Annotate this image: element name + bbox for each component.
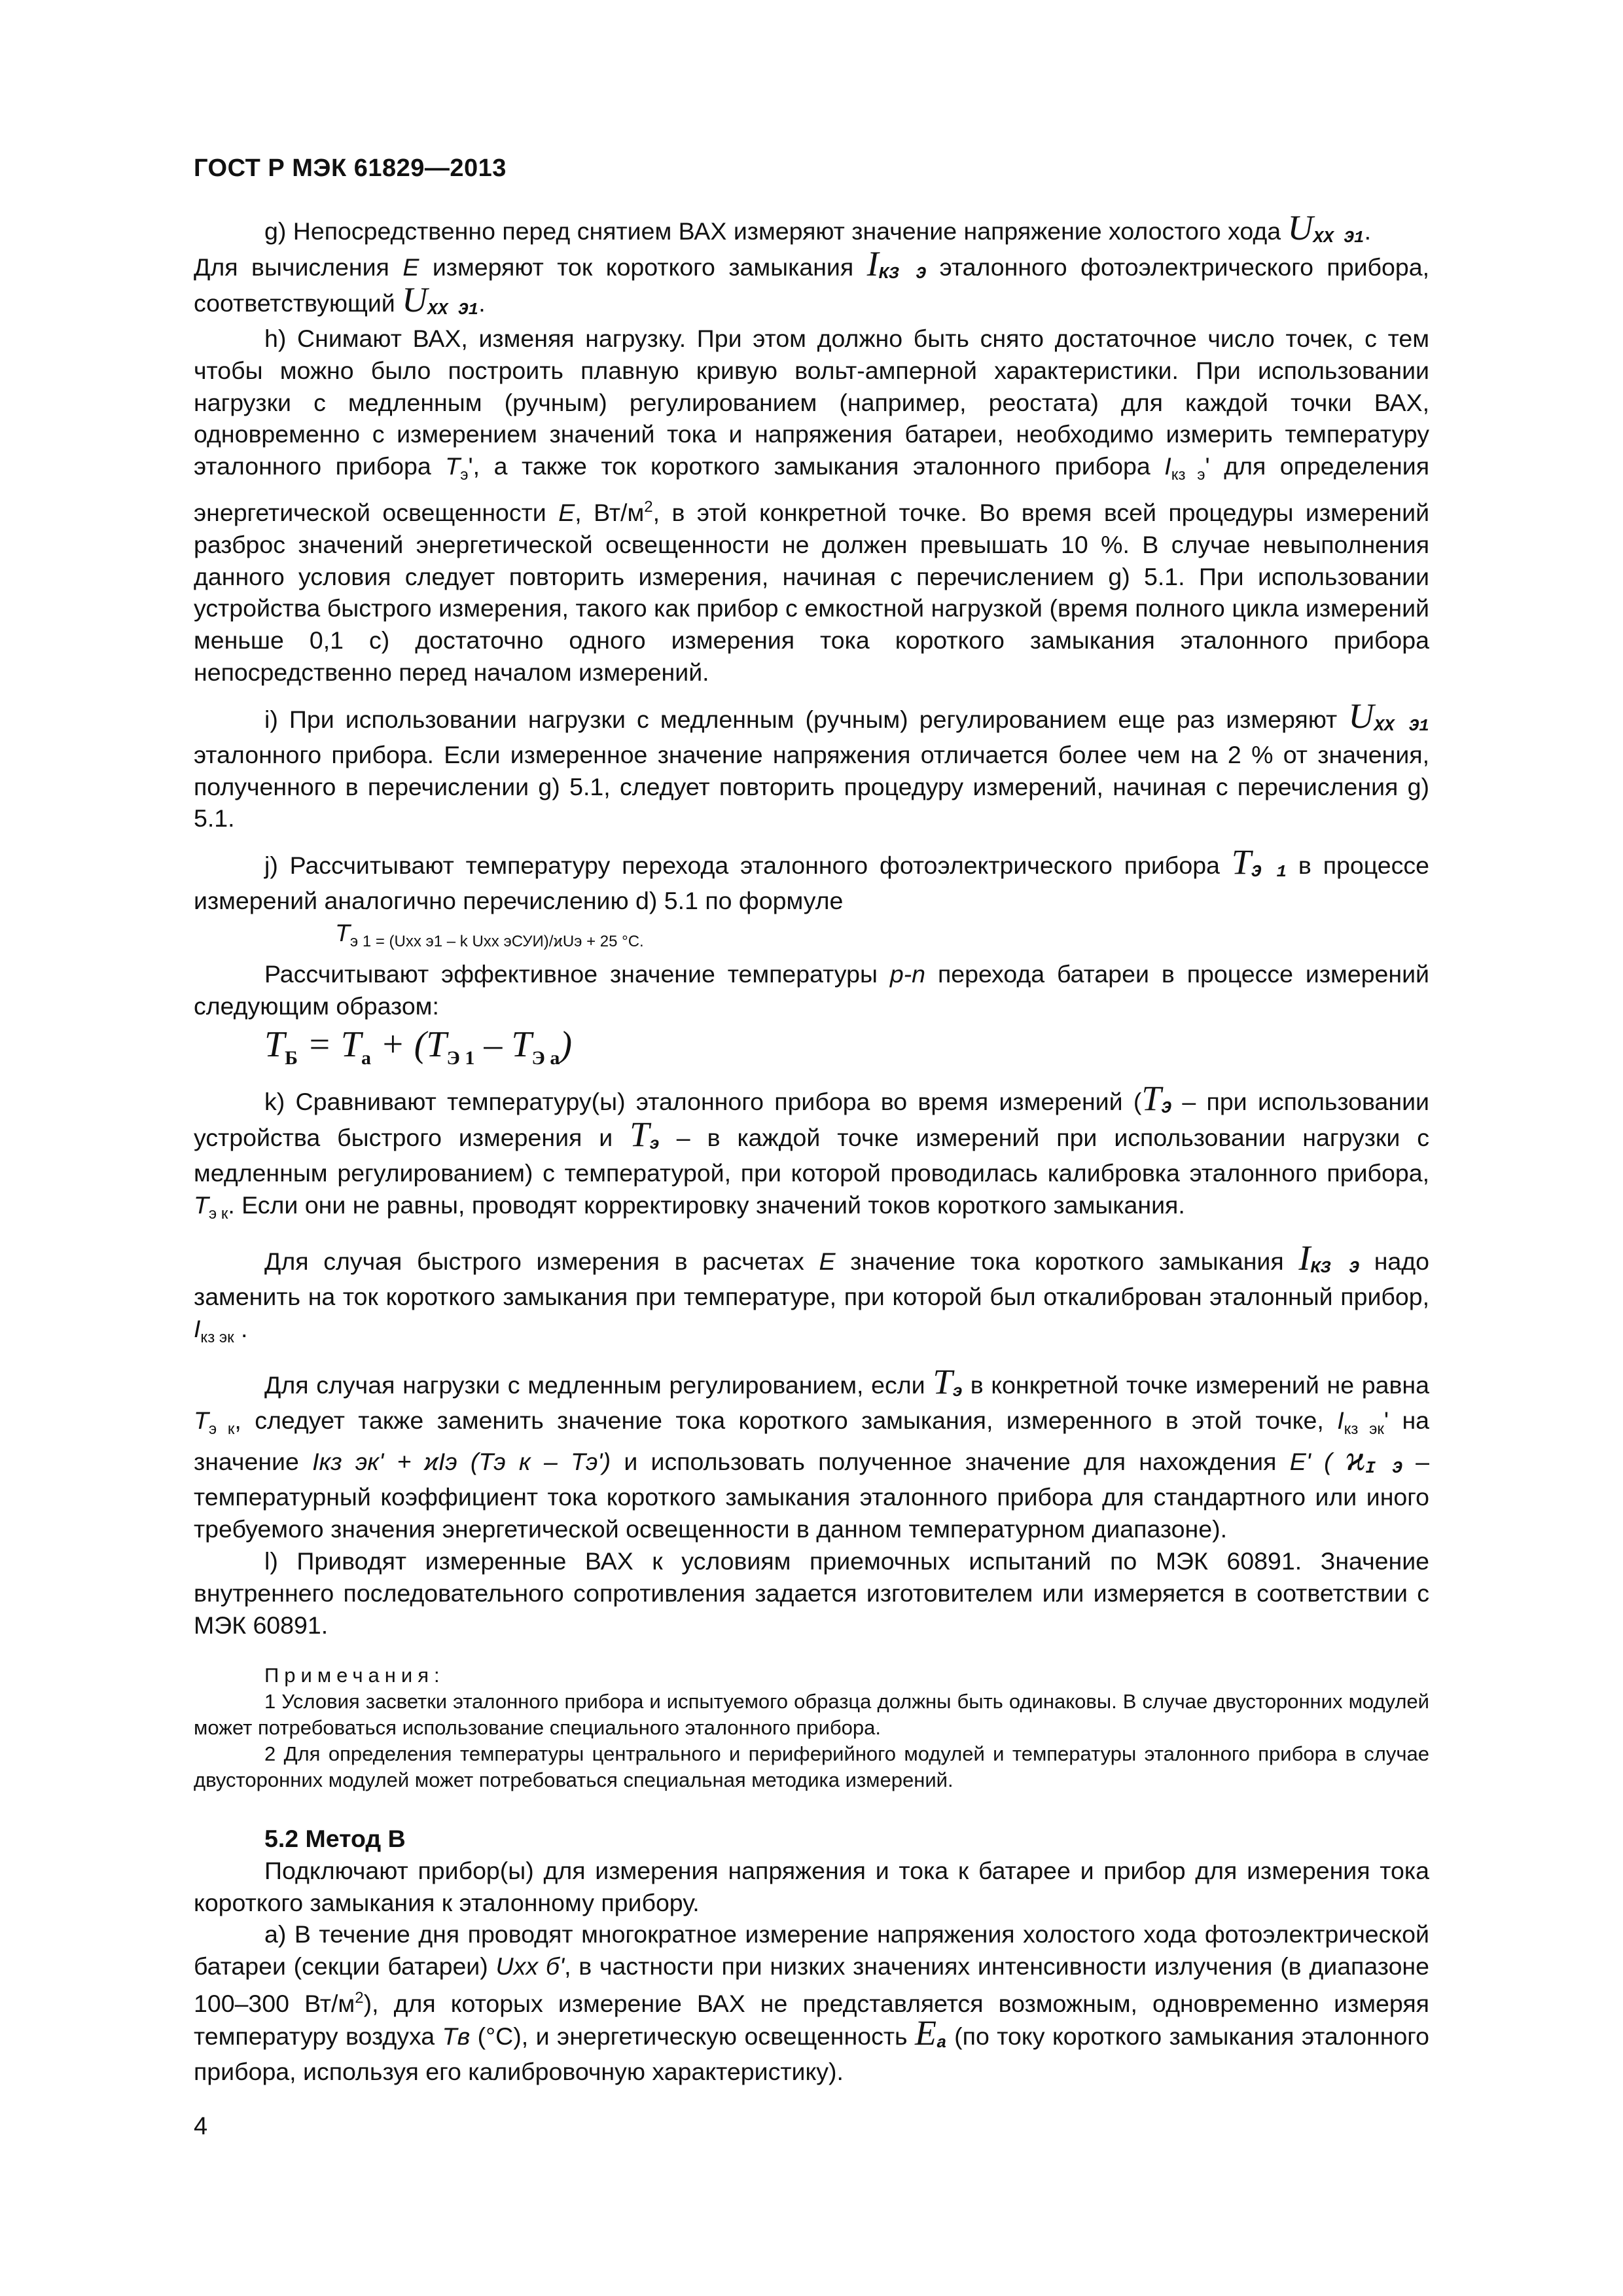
paragraph-l: l) Приводят измеренные ВАХ к условиям приемочных испытаний по МЭК 60891. Значение внутреннего последовательного сопротивления задается изготовителем или измеряется в соответствии с МЭК 60891. xyxy=(194,1547,1429,1639)
symbol-uxx: UХХ Э1 xyxy=(1287,208,1364,247)
symbol-uxx-2: UХХ Э1 xyxy=(402,280,479,319)
section-heading: 5.2 Метод В xyxy=(264,1825,406,1852)
notes-block xyxy=(194,1662,1429,1793)
main-text xyxy=(194,208,1430,1641)
symbol-ikz-2: IКЗ Э xyxy=(1298,1238,1360,1278)
symbol-te-big: TЭ xyxy=(1141,1079,1172,1119)
formula-tb: $T_Б = T_а + (T_{Э 1} - T_{Э а})$ xyxy=(264,1024,573,1069)
paragraph-i: i) При использовании нагрузки с медленным (ручным) регулированием еще раз измеряют UХХ Э1 эталонного прибора. Если измеренное значение напряжения отличается более чем на 2 % от значения, полученного в перечислении g) 5.1, следует повторить процедуру измерений, начиная с перечисления g) 5.1. xyxy=(194,696,1430,833)
paragraph-g: g) Непосредственно перед снятием ВАХ измеряют значение напряжение холостого хода UХХ Э1. xyxy=(264,208,1371,247)
notes-title: Примечания: xyxy=(264,1664,445,1687)
paragraph-j: j) Рассчитывают температуру перехода эталонного фотоэлектрического прибора TЭ 1 в процессе измерений аналогично перечислению d) 5.1 по формуле xyxy=(194,842,1429,915)
page-number: 4 xyxy=(194,2113,208,2140)
paragraph-fast: Для случая быстрого измерения в расчетах E значение тока короткого замыкания IКЗ Э надо заменить на ток короткого замыкания при температуре, при которой был откалиброван эталонный прибор, $I_{кз эк}$ . xyxy=(194,1238,1430,1346)
page-header: ГОСТ Р МЭК 61829—2013 xyxy=(194,154,507,182)
symbol-ea: Eа xyxy=(915,2013,947,2053)
note-1: 1 Условия засветки эталонного прибора и испытуемого образца должны быть одинаковы. В случае двусторонних модулей может потребоваться использование специального эталонного прибора. xyxy=(194,1690,1429,1739)
paragraph-slow: Для случая нагрузки с медленным регулированием, если Tэ в конкретной точке измерений не равна $T_{э к}$, следует также заменить значение тока короткого замыкания, измеренного в этой точке, $I_{кз эк}'$ на значение Iкз эк' + ϰIэ (Tэ к – Tэ') и использовать полученное значение для нахождения E' ( ϰI Э – температурный коэффициент тока короткого замыкания эталонного прибора для стандартного или иного требуемого значения энергетической освещенности в данном температурном диапазоне). xyxy=(194,1361,1430,1543)
section-5-2 xyxy=(194,1823,1429,2088)
symbol-kappa: ϰI Э xyxy=(1345,1439,1402,1479)
symbol-tprime-big: Tэ xyxy=(630,1115,660,1155)
paragraph-h: h) Снимают ВАХ, изменяя нагрузку. При этом должно быть снято достаточное число точек, с тем чтобы можно было построить плавную кривую вольт-амперной характеристики. При использовании нагрузки с медленным (ручным) регулированием (например, реостата) для каждой точки ВАХ, одновременно с измерением значений тока и напряжения батареи, необходимо измерить температуру эталонного прибора $T_э'$, а также ток короткого замыкания эталонного прибора $I_{кз э}'$ для определения энергетической освещенности E, $Вт/м^2$, в этой конкретной точке. Во время всей процедуры измерений разброс значений энергетической освещенности не должен превышать 10 %. В случае невыполнения данного условия следует повторить измерения, начиная с перечислением g) 5.1. При использовании устройства быстрого измерения, такого как прибор с емкостной нагрузкой (время полного цикла измерений меньше 0,1 с) достаточно одного измерения тока короткого замыкания эталонного прибора непосредственно перед началом измерений. xyxy=(194,325,1430,686)
section-p1: Подключают прибор(ы) для измерения напряжения и тока к батарее и прибор для измерения тока короткого замыкания к эталонному прибору. xyxy=(194,1856,1429,1916)
symbol-tprime-big-2: Tэ xyxy=(933,1361,963,1401)
symbol-uxx-3: UХХ Э1 xyxy=(1348,696,1430,736)
paragraph-k: k) Сравнивают температуру(ы) эталонного прибора во время измерений (TЭ – при использовании устройства быстрого измерения и Tэ – в каждой точке измерений при использовании нагрузки с медленным регулированием) с температурой, при которой проводилась калибровка эталонного прибора, $T_{э к}$. Если они не равны, проводят корректировку значений токов короткого замыкания. xyxy=(194,1079,1429,1223)
paragraph-j-2: Рассчитывают эффективное значение температуры p-n перехода батареи в процессе измерений следующим образом: xyxy=(194,960,1429,1020)
note-2: 2 Для определения температуры центрального и периферийного модулей и температуры эталонного прибора в случае двусторонних модулей может потребоваться специальная методика измерений. xyxy=(194,1742,1429,1791)
symbol-ikz: IКЗ Э xyxy=(866,244,927,283)
section-item-a: а) В течение дня проводят многократное измерение напряжения холостого хода фотоэлектрической батареи (секции батареи) Uхх б', в частности при низких значениях интенсивности излучения (в диапазоне 100–300 $Вт/м^2$), для которых измерение ВАХ не представляется возможным, одновременно измеряя температуру воздуха Tв (°C), и энергетическую освещенность Eа (по току короткого замыкания эталонного прибора, используя его калибровочную характеристику). xyxy=(194,1920,1430,2085)
symbol-te1: TЭ 1 xyxy=(1231,842,1287,882)
formula-te1: $T_{э 1 = (Uхх э1 - k Uхх эСУИ)/ϰUэ + 25 ^\circ C.}$ xyxy=(335,918,644,950)
paragraph-g-cont: Для вычисления E измеряют ток короткого замыкания IКЗ Э эталонного фотоэлектрического прибора, соответствующий UХХ Э1. xyxy=(194,244,1430,319)
